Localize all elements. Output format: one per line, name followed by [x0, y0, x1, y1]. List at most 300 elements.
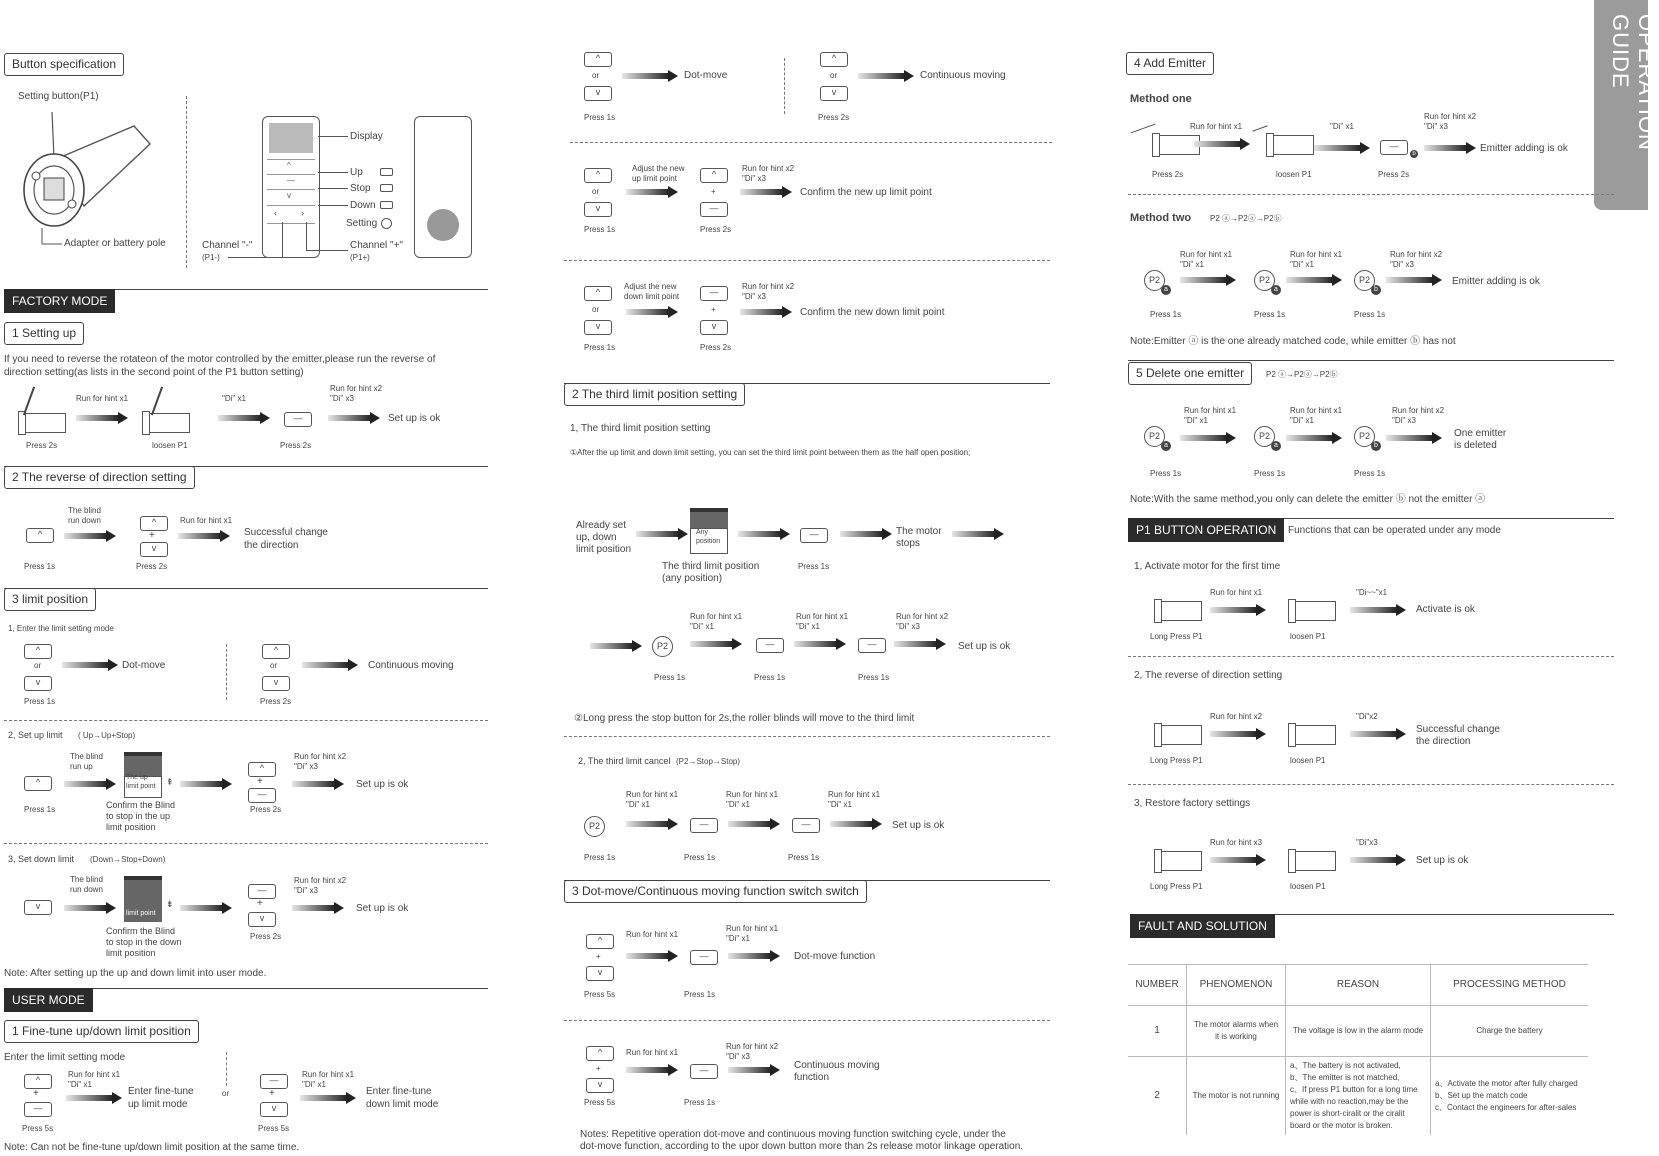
- fault-r2-reason-b: b、The emitter is not matched,: [1290, 1073, 1400, 1082]
- arrow: [300, 1092, 356, 1104]
- mid-motor-stops1: The motor: [896, 526, 942, 537]
- fault-r2-reason: [1286, 1057, 1431, 1136]
- user-note: Note: Can not be fine-tune up/down limit position at the same time.: [4, 1142, 300, 1153]
- p2-a-button-icon: P2 a: [1254, 426, 1275, 447]
- m1-press2s: Press 2s: [1152, 170, 1184, 179]
- down-button-icon: v: [820, 86, 848, 101]
- delete-emitter-seq: P2 ⓐ→P2ⓐ→P2ⓑ: [1266, 370, 1338, 379]
- stop-button-icon: —: [792, 818, 820, 833]
- f-s3-2-result: Set up is ok: [356, 779, 409, 790]
- mid-s3-hint1-c: Run for hint x1: [626, 1048, 679, 1057]
- factory-setting-up-title: 1 Setting up: [4, 322, 84, 345]
- delete-emitter-title: 5 Delete one emitter: [1128, 362, 1252, 385]
- mid-s3-dot-result: Dot-move function: [794, 951, 876, 962]
- stop-button-icon: —: [756, 638, 784, 653]
- up-button-icon: ^: [584, 52, 612, 67]
- mid-cancel-press1s-b: Press 1s: [684, 853, 716, 862]
- p1-3-result: Set up is ok: [1416, 855, 1469, 866]
- f-s3-2-blind: The blind: [70, 752, 103, 761]
- down-button-icon: v: [584, 86, 612, 101]
- battery-cover: [427, 209, 459, 241]
- channel-minus-sub: (P1-): [202, 253, 220, 262]
- down-icon: [380, 201, 393, 209]
- m2-di3: "Di" x3: [1390, 260, 1414, 269]
- stop-button-icon: —: [700, 202, 728, 217]
- fault-r1-phen: The motor alarms when it is working: [1187, 1006, 1286, 1057]
- remote-stop-icon: —: [287, 176, 295, 185]
- down-button-icon: v: [584, 320, 612, 335]
- m1-result: Emitter adding is ok: [1480, 143, 1568, 154]
- m1-loosen: loosen P1: [1276, 170, 1312, 179]
- arrow: [690, 638, 742, 650]
- user-mode-band: USER MODE: [4, 988, 93, 1012]
- f-s1-press2s: Press 2s: [26, 441, 58, 450]
- mid-top-or: or: [592, 71, 600, 80]
- stop-button-icon: —: [690, 950, 718, 965]
- mid-motor-stops2: stops: [896, 538, 920, 549]
- arrow: [740, 186, 792, 198]
- f-s3-3-press2s: Press 2s: [250, 932, 282, 941]
- p1-3: 3, Restore factory settings: [1134, 798, 1251, 809]
- up-button-icon: ^: [820, 52, 848, 67]
- up-button-icon: ^: [584, 168, 612, 183]
- f-s1-result: Set up is ok: [388, 413, 441, 424]
- remote-up-icon: ^: [287, 161, 291, 170]
- arrow: [840, 528, 892, 540]
- user-s1-or: or: [222, 1089, 230, 1098]
- s5-result2: is deleted: [1454, 440, 1497, 451]
- arrow: [622, 70, 678, 82]
- mid-top-or-b: or: [830, 71, 838, 80]
- arrow: [626, 1064, 678, 1076]
- mid-adjdn-or: or: [592, 305, 600, 314]
- mid-adjdn-press1s: Press 1s: [584, 343, 616, 352]
- s5-hint1-b: Run for hint x1: [1290, 406, 1343, 415]
- mid-s2-1-desc: ①After the up limit and down limit setting, you can set the third limit point between them as the half open position;: [570, 448, 971, 457]
- p2-a-button-icon: P2 a: [1144, 270, 1165, 291]
- f-s1-loosen: loosen P1: [152, 441, 188, 450]
- factory-s1-desc1: If you need to reverse the rotateon of the motor controlled by the emitter,please run the reverse of: [4, 354, 436, 365]
- f-s3-2-runup: run up: [70, 762, 93, 771]
- arrow: [636, 528, 688, 540]
- arrow: [180, 902, 232, 914]
- operation-guide-label: OPERATION GUIDE: [1608, 14, 1659, 151]
- motor-icon: [1150, 130, 1198, 156]
- mid-adjdn-di: "Di" x3: [742, 292, 766, 301]
- p2-button-icon: P2: [584, 816, 605, 837]
- f-s1-di3: "Di" x3: [330, 394, 354, 403]
- s5-press1s-c: Press 1s: [1354, 469, 1386, 478]
- user-s1-hint: Run for hint x1: [68, 1070, 121, 1079]
- mid-cancel-result: Set up is ok: [892, 820, 945, 831]
- down-button-icon: v: [248, 912, 276, 927]
- arrow: [728, 818, 780, 830]
- motor-icon: [1152, 846, 1200, 872]
- method-one-title: Method one: [1130, 93, 1192, 105]
- user-s1-up1: Enter fine-tune: [128, 1086, 194, 1097]
- arrow: [1350, 854, 1406, 866]
- motor-icon: [1152, 596, 1200, 622]
- emitter-b-badge: b: [1410, 150, 1418, 158]
- m1-hint1: Run for hint x1: [1190, 122, 1243, 131]
- s5-di1-b: "Di" x1: [1290, 416, 1314, 425]
- arrow: [1350, 604, 1406, 616]
- p1-1-hint: Run for hint x1: [1210, 588, 1263, 597]
- p1-3-di: "Di"x3: [1356, 838, 1378, 847]
- up-button-icon: ^: [24, 644, 52, 659]
- mid-s3-press5s-b: Press 5s: [584, 1098, 616, 1107]
- arrow: [1386, 274, 1442, 286]
- stop-button-icon: —: [690, 818, 718, 833]
- arrow: [794, 638, 846, 650]
- mid-seq-di3: "Di" x3: [896, 622, 920, 631]
- arrow: [626, 950, 678, 962]
- fault-table: [1128, 964, 1588, 1135]
- arrow: [740, 306, 792, 318]
- m2-note: Note:Emitter ⓐ is the one already matched code, while emitter ⓑ has not: [1130, 336, 1456, 347]
- plus-sign: +: [257, 776, 263, 787]
- arrow: [64, 530, 116, 542]
- p2-b-button-icon: P2 b: [1354, 426, 1375, 447]
- fault-r2-method-a: a、Activate the motor after fully charged: [1435, 1079, 1578, 1088]
- arrow: [292, 902, 344, 914]
- mid-s3-hint1: Run for hint x1: [626, 930, 679, 939]
- mid-adj-up1: Adjust the new: [632, 164, 685, 173]
- remote-down-icon: v: [287, 191, 291, 200]
- stop-button-icon: —: [284, 412, 312, 427]
- arrow: [292, 778, 344, 790]
- f-s3-3-confirm2: to stop in the down: [106, 937, 182, 947]
- up-button-icon: ^: [24, 1074, 52, 1089]
- factory-reverse-title: 2 The reverse of direction setting: [4, 466, 195, 489]
- f-s3-2-di: "Di" x3: [294, 762, 318, 771]
- mid-s3-press1s-b: Press 1s: [684, 1098, 716, 1107]
- f-s2-press2s: Press 2s: [136, 562, 168, 571]
- p2-button-icon: P2: [652, 636, 673, 657]
- mid-seq-hint1-b: Run for hint x1: [796, 612, 849, 621]
- operation-guide-tab: [1594, 0, 1659, 210]
- arrow: [952, 528, 1004, 540]
- p2-a-button-icon: P2 a: [1144, 426, 1165, 447]
- fault-r2-reason-c: c、If press P1 button for a long time while with no reaction,may be the power is short-ciralit or the ciralit board or the motor is broken.: [1290, 1085, 1418, 1130]
- user-s1-up2: up limit mode: [128, 1099, 188, 1110]
- arrow: [590, 640, 642, 652]
- arrow: [1210, 854, 1266, 866]
- arrow: [1424, 142, 1476, 154]
- mid-adjdn-press2s: Press 2s: [700, 343, 732, 352]
- plus-sign: +: [269, 1088, 275, 1099]
- f-s3-3-seq: (Down→Stop+Down): [90, 855, 166, 864]
- up-label: Up: [350, 167, 363, 178]
- mid-notes2: dot-move function, according to the upor down button more than 2s release motor linkage operation.: [580, 1141, 1024, 1152]
- f-s1-press2s-b: Press 2s: [280, 441, 312, 450]
- arrow: [1350, 728, 1406, 740]
- up-button-icon: ^: [26, 528, 54, 543]
- mid-seq-press1s-b: Press 1s: [754, 673, 786, 682]
- mid-s2-1: 1, The third limit position setting: [570, 423, 711, 434]
- fault-header-method: PROCESSING METHOD: [1431, 965, 1589, 1006]
- arrow: [302, 659, 358, 671]
- f-s3-2-seq: ( Up→Up+Stop): [78, 731, 136, 740]
- fault-r2-reason-a: a、The battery is not activated,: [1290, 1061, 1401, 1070]
- f-s3-2-hint: Run for hint x2: [294, 752, 347, 761]
- mid-adj-up2: up limit point: [632, 174, 677, 183]
- fault-r2-method: [1431, 1057, 1589, 1136]
- mid-already1: Already set: [576, 520, 627, 531]
- f-s3-2-confirm2: to stop in the up: [106, 811, 171, 821]
- adapter-label: Adapter or battery pole: [64, 238, 166, 249]
- p1-2-result2: the direction: [1416, 736, 1471, 747]
- method-two-title: Method two: [1130, 212, 1192, 224]
- mid-top-cont: Continuous moving: [920, 70, 1006, 81]
- fault-r1-reason: The voltage is low in the alarm mode: [1286, 1006, 1431, 1057]
- arrow: [1286, 432, 1342, 444]
- arrow: [728, 1064, 780, 1076]
- arrow: [626, 818, 678, 830]
- factory-limit-title: 3 limit position: [4, 588, 96, 611]
- arrow: [1210, 728, 1266, 740]
- mid-seq-di1-b: "Di" x1: [796, 622, 820, 631]
- setting-icon: [381, 218, 392, 229]
- f-s2-rundown: run down: [68, 516, 101, 525]
- mid-seq-hint1: Run for hint x1: [690, 612, 743, 621]
- mid-adjdn-hint: Run for hint x2: [742, 282, 795, 291]
- mid-seq-di1: "Di" x1: [690, 622, 714, 631]
- arrow: [738, 528, 790, 540]
- f-s1-di1: "Di" x1: [222, 394, 246, 403]
- button-spec-title: Button specification: [4, 53, 124, 76]
- s5-result1: One emitter: [1454, 428, 1507, 439]
- mid-cancel-hint1: Run for hint x1: [626, 790, 679, 799]
- m2-di1-b: "Di" x1: [1290, 260, 1314, 269]
- down-button-icon: v: [262, 676, 290, 691]
- mid-s3-press5s: Press 5s: [584, 990, 616, 999]
- mid-already3: limit position: [576, 544, 632, 555]
- up-button-icon: ^: [700, 168, 728, 183]
- arrow: [626, 306, 678, 318]
- f-s2-blind: The blind: [68, 506, 101, 515]
- f-s3-dot: Dot-move: [122, 660, 166, 671]
- plus-sign: +: [33, 1088, 39, 1099]
- mid-adj-dn1: Adjust the new: [624, 282, 677, 291]
- arrow: [76, 412, 128, 424]
- p1-3-loosen: loosen P1: [1290, 882, 1326, 891]
- remote-display: [269, 123, 313, 153]
- p2-a-button-icon: P2 a: [1254, 270, 1275, 291]
- mid-third1: The third limit position: [662, 561, 760, 572]
- s5-di1: "Di" x1: [1184, 416, 1208, 425]
- s5-press1s-b: Press 1s: [1254, 469, 1286, 478]
- f-s2-hint: Run for hint x1: [180, 516, 233, 525]
- mid-cancel-di1: "Di" x1: [626, 800, 650, 809]
- mid-cancel-hint1-b: Run for hint x1: [726, 790, 779, 799]
- mid-any2: position: [696, 538, 721, 545]
- s5-hint2: Run for hint x2: [1392, 406, 1445, 415]
- arrow: [1210, 604, 1266, 616]
- up-arrow-icon: ⇞: [166, 777, 174, 787]
- add-emitter-title: 4 Add Emitter: [1126, 52, 1214, 75]
- p1-3-hint: Run for hint x3: [1210, 838, 1263, 847]
- mid-adj-or: or: [592, 187, 600, 196]
- stop-button-icon: —: [800, 528, 828, 543]
- method-two-seq: P2 ⓐ→P2ⓐ→P2ⓑ: [1210, 214, 1282, 223]
- mid-s3-press1s: Press 1s: [684, 990, 716, 999]
- plus-sign: +: [257, 898, 263, 909]
- arrow: [66, 1092, 122, 1104]
- channel-plus-sub: (P1+): [350, 253, 370, 262]
- f-s3-2-uplimit2: limit point: [126, 783, 156, 790]
- down-button-icon: v: [140, 542, 168, 557]
- mid-cancel-di1-b: "Di" x1: [726, 800, 750, 809]
- remote-left-icon: ‹: [274, 208, 277, 218]
- mid-already2: up, down: [576, 532, 617, 543]
- user-finetune-title: 1 Fine-tune up/down limit position: [4, 1020, 199, 1043]
- mid-adj-di: "Di" x3: [742, 174, 766, 183]
- user-s1-hint-b: Run for hint x1: [302, 1070, 355, 1079]
- arrow: [830, 818, 882, 830]
- motor-icon: [1152, 720, 1200, 746]
- m2-di1: "Di" x1: [1180, 260, 1204, 269]
- down-button-icon: v: [260, 1102, 288, 1117]
- plus-sign: +: [711, 305, 716, 314]
- setting-button-label: Setting button(P1): [18, 91, 99, 102]
- channel-plus-label: Channel "+": [350, 240, 403, 251]
- up-button-icon: ^: [262, 644, 290, 659]
- mid-seq-press1s: Press 1s: [654, 673, 686, 682]
- mid-seq-hint2: Run for hint x2: [896, 612, 949, 621]
- fault-r1-num: 1: [1128, 1006, 1187, 1057]
- mid-s3-cont2: function: [794, 1072, 830, 1083]
- mid-cancel: 2, The third limit cancel: [578, 756, 671, 766]
- factory-note: Note: After setting up the up and down limit into user mode.: [4, 968, 267, 979]
- arrow: [62, 659, 118, 671]
- user-s1-press5s-b: Press 5s: [258, 1124, 290, 1133]
- up-button-icon: ^: [586, 934, 614, 949]
- user-s1-press5s: Press 5s: [22, 1124, 54, 1133]
- plus-sign: +: [149, 530, 155, 541]
- f-s3-3-limit: limit point: [126, 910, 156, 917]
- p1-2-hint: Run for hint x2: [1210, 712, 1263, 721]
- f-s3-2-press2s: Press 2s: [250, 805, 282, 814]
- user-s1-down2: down limit mode: [366, 1099, 439, 1110]
- fault-r2-phen: The motor is not running: [1187, 1057, 1286, 1136]
- m1-di1: "Di" x1: [1330, 122, 1354, 131]
- remote-back: [414, 116, 472, 258]
- f-s3-1: 1, Enter the limit setting mode: [8, 624, 114, 633]
- m2-press1s-b: Press 1s: [1254, 310, 1286, 319]
- f-s1-hint2: Run for hint x2: [330, 384, 383, 393]
- stop-button-icon: —: [690, 1064, 718, 1079]
- down-button-icon: v: [24, 676, 52, 691]
- s5-note: Note:With the same method,you only can delete the emitter ⓑ not the emitter ⓐ: [1130, 494, 1486, 505]
- mid-adj-hint: Run for hint x2: [742, 164, 795, 173]
- table-row: [1128, 1006, 1588, 1057]
- mid-top-press1s: Press 1s: [584, 113, 616, 122]
- f-s3-2: 2, Set up limit: [8, 730, 63, 740]
- motor-icon: [1264, 130, 1312, 156]
- mid-adj-press1s: Press 1s: [584, 225, 616, 234]
- fault-r1-method: Charge the battery: [1431, 1006, 1589, 1057]
- mid-long-press: ②Long press the stop button for 2s,the roller blinds will move to the third limit: [574, 713, 915, 724]
- arrow: [180, 778, 232, 790]
- up-button-icon: ^: [248, 762, 276, 777]
- f-s3-3: 3, Set down limit: [8, 854, 75, 864]
- down-button-icon: v: [24, 900, 52, 915]
- stop-button-icon: —: [260, 1074, 288, 1089]
- arrow: [218, 412, 270, 424]
- down-arrow-icon: ⇟: [166, 899, 174, 909]
- down-button-icon: v: [700, 320, 728, 335]
- mid-s3-di1: "Di" x1: [726, 934, 750, 943]
- dot-cont-switch-title: 3 Dot-move/Continuous moving function switch switch: [564, 880, 867, 903]
- stop-label: Stop: [350, 183, 371, 194]
- arrow: [178, 530, 230, 542]
- f-s3-2-confirm1: Confirm the Blind: [106, 800, 176, 810]
- p1-1: 1, Activate motor for the first time: [1134, 561, 1281, 572]
- mid-s3-cont1: Continuous moving: [794, 1060, 880, 1071]
- m2-hint1: Run for hint x1: [1180, 250, 1233, 259]
- third-limit-title: 2 The third limit position setting: [564, 383, 745, 406]
- f-s2-result1: Successful change: [244, 527, 328, 538]
- fault-r2-num: 2: [1128, 1057, 1187, 1136]
- arrow: [328, 412, 380, 424]
- mid-adj-up-result: Confirm the new up limit point: [800, 187, 932, 198]
- mid-top-dot: Dot-move: [684, 70, 728, 81]
- mid-cancel-di1-c: "Di" x1: [828, 800, 852, 809]
- p2-b-button-icon: P2 b: [1354, 270, 1375, 291]
- plus-sign: +: [711, 187, 716, 196]
- fault-header-number: NUMBER: [1128, 965, 1187, 1006]
- m2-press1s: Press 1s: [1150, 310, 1182, 319]
- p1-desc: Functions that can be operated under any mode: [1288, 525, 1501, 536]
- user-s1-down1: Enter fine-tune: [366, 1086, 432, 1097]
- arrow: [1286, 274, 1342, 286]
- stop-icon: [380, 184, 393, 192]
- p1-2-result1: Successful change: [1416, 724, 1500, 735]
- s5-press1s: Press 1s: [1150, 469, 1182, 478]
- down-button-icon: v: [584, 202, 612, 217]
- m2-result: Emitter adding is ok: [1452, 276, 1540, 287]
- f-s3-3-confirm3: limit position: [106, 948, 156, 958]
- mid-adj-press2s: Press 2s: [700, 225, 732, 234]
- table-row: [1128, 1057, 1588, 1136]
- mid-adj-dn-result: Confirm the new down limit point: [800, 307, 945, 318]
- fault-r2-method-b: b、Set up the match code: [1435, 1091, 1528, 1100]
- mid-seq-press1s-c: Press 1s: [858, 673, 890, 682]
- m1-press2s-b: Press 2s: [1378, 170, 1410, 179]
- fault-solution-band: FAULT AND SOLUTION: [1130, 914, 1275, 938]
- f-s3-press1s: Press 1s: [24, 697, 56, 706]
- setting-label: Setting: [346, 218, 378, 229]
- factory-mode-band: FACTORY MODE: [4, 289, 115, 313]
- m2-press1s-c: Press 1s: [1354, 310, 1386, 319]
- mid-s3-hint2: Run for hint x2: [726, 1042, 779, 1051]
- p1-1-di: "Di~~"x1: [1356, 588, 1388, 597]
- remote-right-icon: ›: [301, 208, 304, 218]
- p1-2: 2, The reverse of direction setting: [1134, 670, 1283, 681]
- p1-1-loosen: loosen P1: [1290, 632, 1326, 641]
- plus-sign: +: [596, 952, 601, 961]
- fault-header-phenomenon: PHENOMENON: [1187, 965, 1286, 1006]
- mid-adj-dn2: down limit point: [624, 292, 680, 301]
- mid-cancel-press1s: Press 1s: [584, 853, 616, 862]
- arrow: [626, 186, 678, 198]
- arrow: [894, 638, 946, 650]
- display-label: Display: [350, 131, 383, 142]
- remote-control: [262, 116, 320, 258]
- arrow: [1314, 142, 1370, 154]
- p1-1-long: Long Press P1: [1150, 632, 1203, 641]
